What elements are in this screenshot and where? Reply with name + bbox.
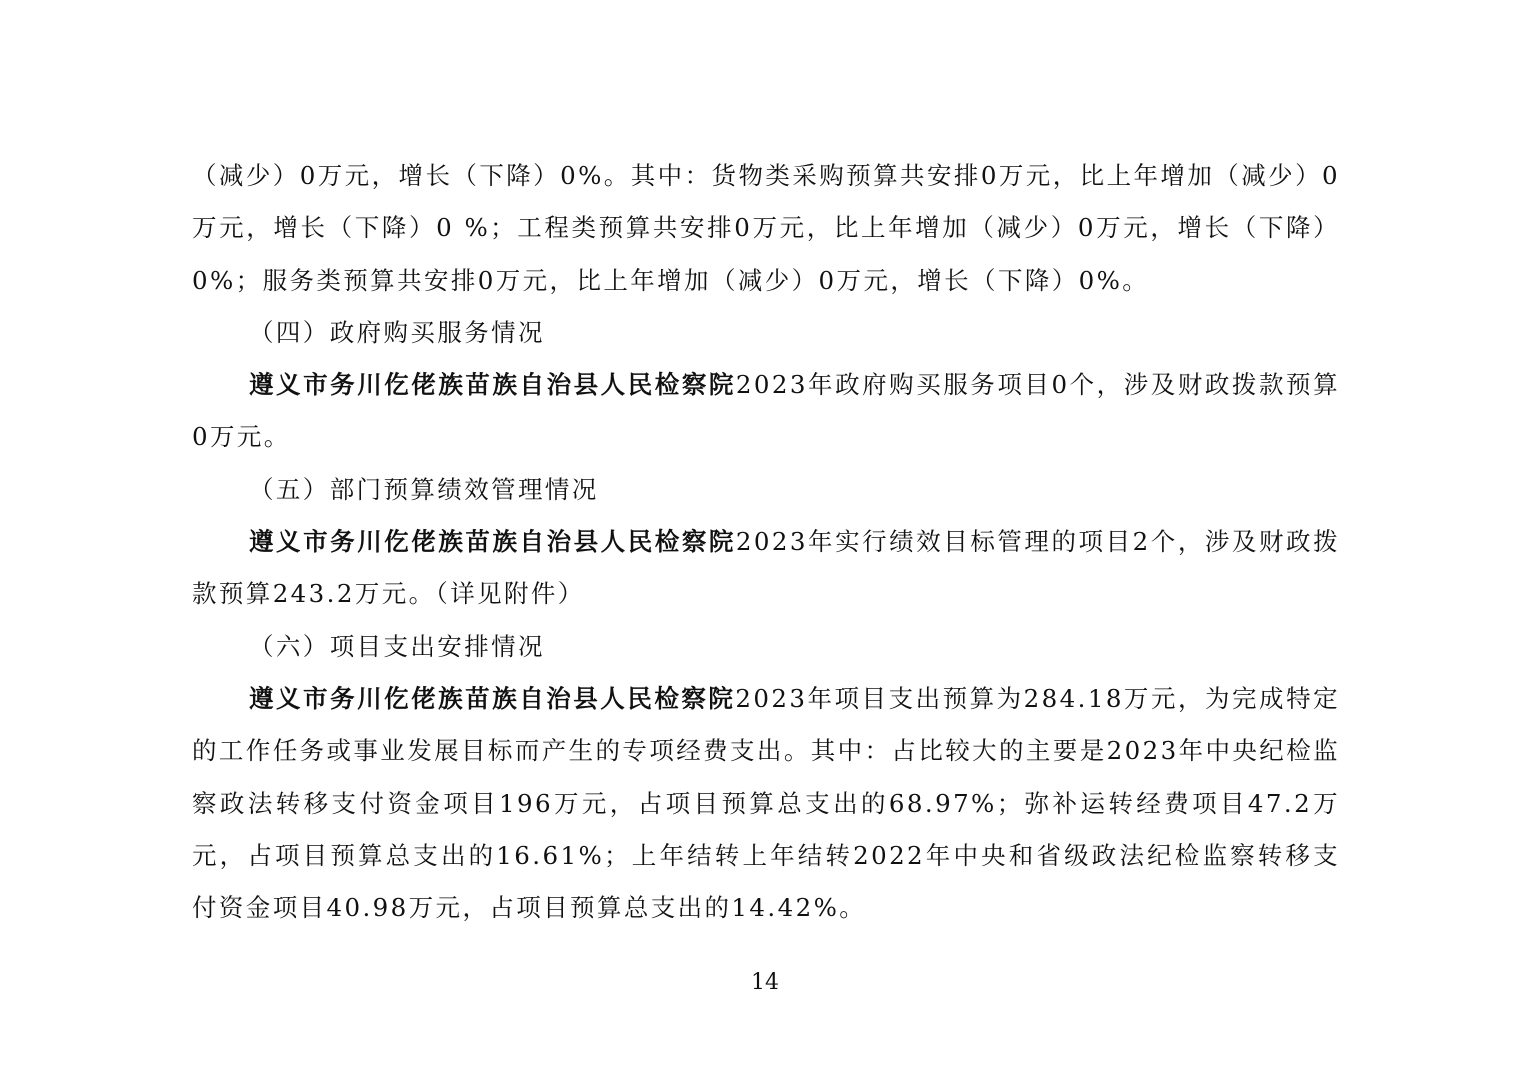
page-number: 14 [751, 970, 779, 995]
paragraph-procurement-continuation: （减少）0万元，增长（下降）0%。其中：货物类采购预算共安排0万元，比上年增加（减少）0万元，增长（下降）0 %；工程类预算共安排0万元，比上年增加（减少）0万元，增长（下降）0%；服务类预算共安排0万元，比上年增加（减少）0万元，增长（下降）0%。 [192, 161, 1340, 295]
organization-name: 遵义市务川仡佬族苗族自治县人民检察院 [249, 527, 736, 557]
paragraph-text: 2023年项目支出预算为284.18万元，为完成特定的工作任务或事业发展目标而产生的专项经费支出。其中：占比较大的主要是2023年中央纪检监察政法转移支付资金项目196万元，占项目预算总支出的68.97%；弥补运转经费项目47.2万元，占项目预算总支出的16.61%；上年结转上年结转2022年中央和省级政法纪检监察转移支付资金项目40.98万元，占项目预算总支出的14.42%。 [192, 683, 1340, 923]
heading-government-purchase-services: （四）政府购买服务情况 [249, 317, 545, 347]
paragraph-government-purchase-services [192, 359, 1340, 464]
heading-project-expenditure: （六）项目支出安排情况 [249, 631, 545, 661]
paragraph-project-expenditure [192, 673, 1340, 934]
paragraph-performance-management [192, 516, 1340, 621]
body-text [192, 150, 1340, 934]
organization-name: 遵义市务川仡佬族苗族自治县人民检察院 [249, 683, 736, 713]
organization-name: 遵义市务川仡佬族苗族自治县人民检察院 [249, 370, 736, 400]
paragraph-text: 2023年政府购买服务项目0个，涉及财政拨款预算0万元。 [192, 370, 1340, 452]
heading-performance-management: （五）部门预算绩效管理情况 [249, 474, 599, 504]
paragraph-text: 2023年实行绩效目标管理的项目2个，涉及财政拨款预算243.2万元。（详见附件） [192, 527, 1340, 609]
